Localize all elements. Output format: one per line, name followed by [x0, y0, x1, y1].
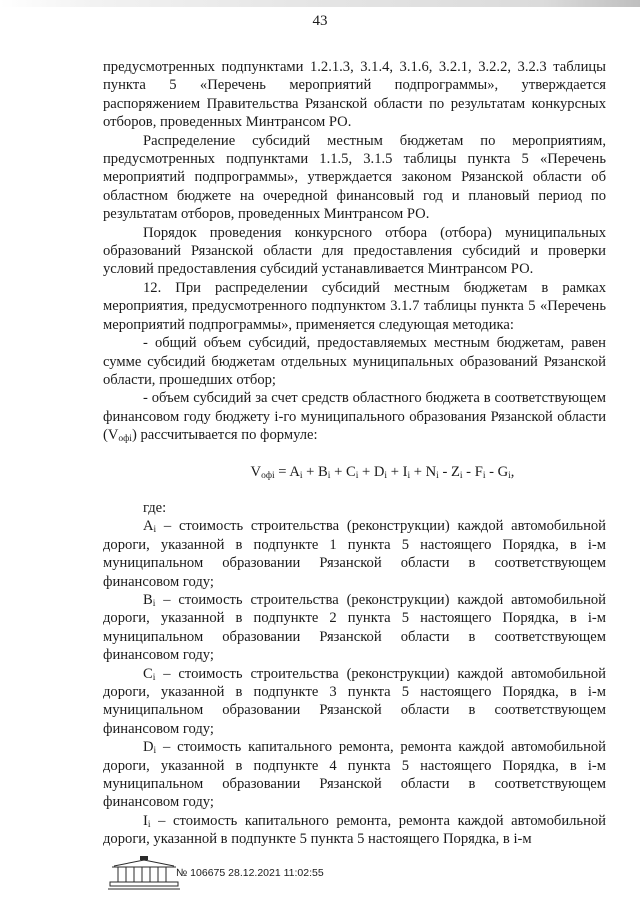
formula-sub: i: [327, 470, 331, 481]
formula-sub: i: [299, 470, 303, 481]
paragraph-4: 12. При распределении субсидий местным бюджетам в рамках мероприятия, предусмотренного подпунктом 3.1.7 таблицы пункта 5 «Перечень мероприятий подпрограммы», применяется следующая методика:: [103, 279, 606, 333]
definition-subscript: i: [153, 525, 157, 536]
government-building-emblem-icon: [104, 854, 184, 894]
formula-v: V: [250, 463, 262, 480]
definition-symbol: C: [143, 665, 153, 682]
definition-text: – стоимость строительства (реконструкции) каждой автомобильной дороги, указанной в подпункте 3 пункта 5 настоящего Порядка, в i-м муниципальном образовании Рязанской области в соответствующем финансовом году;: [103, 665, 606, 737]
definition-i: [103, 812, 606, 849]
list-item-2: [103, 389, 606, 444]
page-number: 43: [312, 13, 328, 29]
where-label: где:: [143, 499, 167, 516]
paragraph-3: Порядок проведения конкурсного отбора (отбора) муниципальных образований Рязанской области для предоставления субсидий и проверки условий предоставления субсидий устанавливается Минтрансом РО.: [103, 224, 606, 278]
list-item-1: - общий объем субсидий, предоставляемых местным бюджетам, равен сумме субсидий бюджетам отдельных муниципальных образований Рязанской области, прошедших отбор;: [103, 335, 606, 388]
formula-sub: i: [436, 470, 439, 481]
formula-v-sub: офi: [261, 470, 275, 481]
scan-edge-shadow: [0, 0, 640, 7]
formula-op: - Z: [438, 463, 460, 480]
definition-d: [103, 738, 606, 812]
formula-op: + N: [410, 463, 437, 480]
definition-subscript: i: [152, 672, 156, 683]
definition-subscript: i: [152, 598, 156, 609]
formula-sub: i: [355, 470, 359, 481]
formula-sub: i: [508, 470, 511, 481]
definition-c: [103, 665, 606, 739]
registration-stamp: № 106675 28.12.2021 11:02:55: [176, 867, 324, 879]
definition-text: – стоимость строительства (реконструкции) каждой автомобильной дороги, указанной в подпункте 1 пункта 5 настоящего Порядка, в i-м муниципальном образовании Рязанской области в соответствующем финансовом году;: [103, 518, 606, 590]
formula-op: + I: [387, 463, 408, 480]
definition-subscript: i: [153, 746, 157, 757]
paragraph-1: предусмотренных подпунктами 1.2.1.3, 3.1.4, 3.1.6, 3.2.1, 3.2.2, 3.2.3 таблицы пункта 5 «Перечень мероприятий подпрограммы», утверждается распоряжением Правительства Рязанской области по результатам конкурсных отборов, проведенных Минтрансом РО.: [103, 59, 606, 131]
formula-sub: i: [482, 470, 486, 481]
formula-op: - F: [462, 463, 483, 480]
definition-text: – стоимость строительства (реконструкции) каждой автомобильной дороги, указанной в подпункте 2 пункта 5 настоящего Порядка, в i-м муниципальном образовании Рязанской области в соответствующем финансовом году;: [103, 591, 606, 664]
formula: [103, 463, 606, 481]
definition-b: [103, 591, 606, 665]
paragraph-2: Распределение субсидий местным бюджетам по мероприятиям, предусмотренных подпунктами 1.1.5, 3.1.5 таблицы пункта 5 «Перечень мероприятий подпрограммы», утверждается законом Рязанской области об областном бюджете на очередной финансовый год и плановый период по результатам отборов, проведенных Минтрансом РО.: [103, 132, 606, 223]
definition-a: [103, 517, 606, 591]
formula-op: - G: [485, 463, 509, 480]
definition-subscript: i: [147, 819, 151, 830]
definition-symbol: I: [143, 812, 148, 829]
v-subscript: офi: [118, 434, 132, 445]
definition-text: – стоимость капитального ремонта, ремонта каждой автомобильной дороги, указанной в подпункте 5 пункта 5 настоящего Порядка, в i-м: [103, 812, 606, 848]
formula-sub: i: [407, 470, 411, 481]
definition-symbol: A: [143, 518, 154, 535]
formula-op: ,: [510, 463, 515, 480]
formula-rhs: = A: [274, 463, 300, 480]
definition-symbol: D: [143, 739, 154, 756]
definition-text: – стоимость капитального ремонта, ремонта каждой автомобильной дороги, указанной в подпункте 4 пункта 5 настоящего Порядка, в i-м муниципальном образовании Рязанской области в соответствующем финансовом году;: [103, 739, 606, 811]
formula-sub: i: [459, 470, 463, 481]
formula-sub: i: [384, 470, 388, 481]
formula-op: + B: [302, 463, 328, 480]
list-item-2-text: - объем субсидий за счет средств областного бюджета в соответствующем финансовом году бюджету i-го муниципального образования Рязанской области (V: [103, 390, 606, 444]
list-item-2-tail: ) рассчитывается по формуле:: [131, 427, 318, 444]
formula-op: + D: [358, 463, 385, 480]
definition-symbol: B: [143, 591, 153, 608]
document-body: [103, 58, 606, 849]
formula-op: + C: [330, 463, 356, 480]
